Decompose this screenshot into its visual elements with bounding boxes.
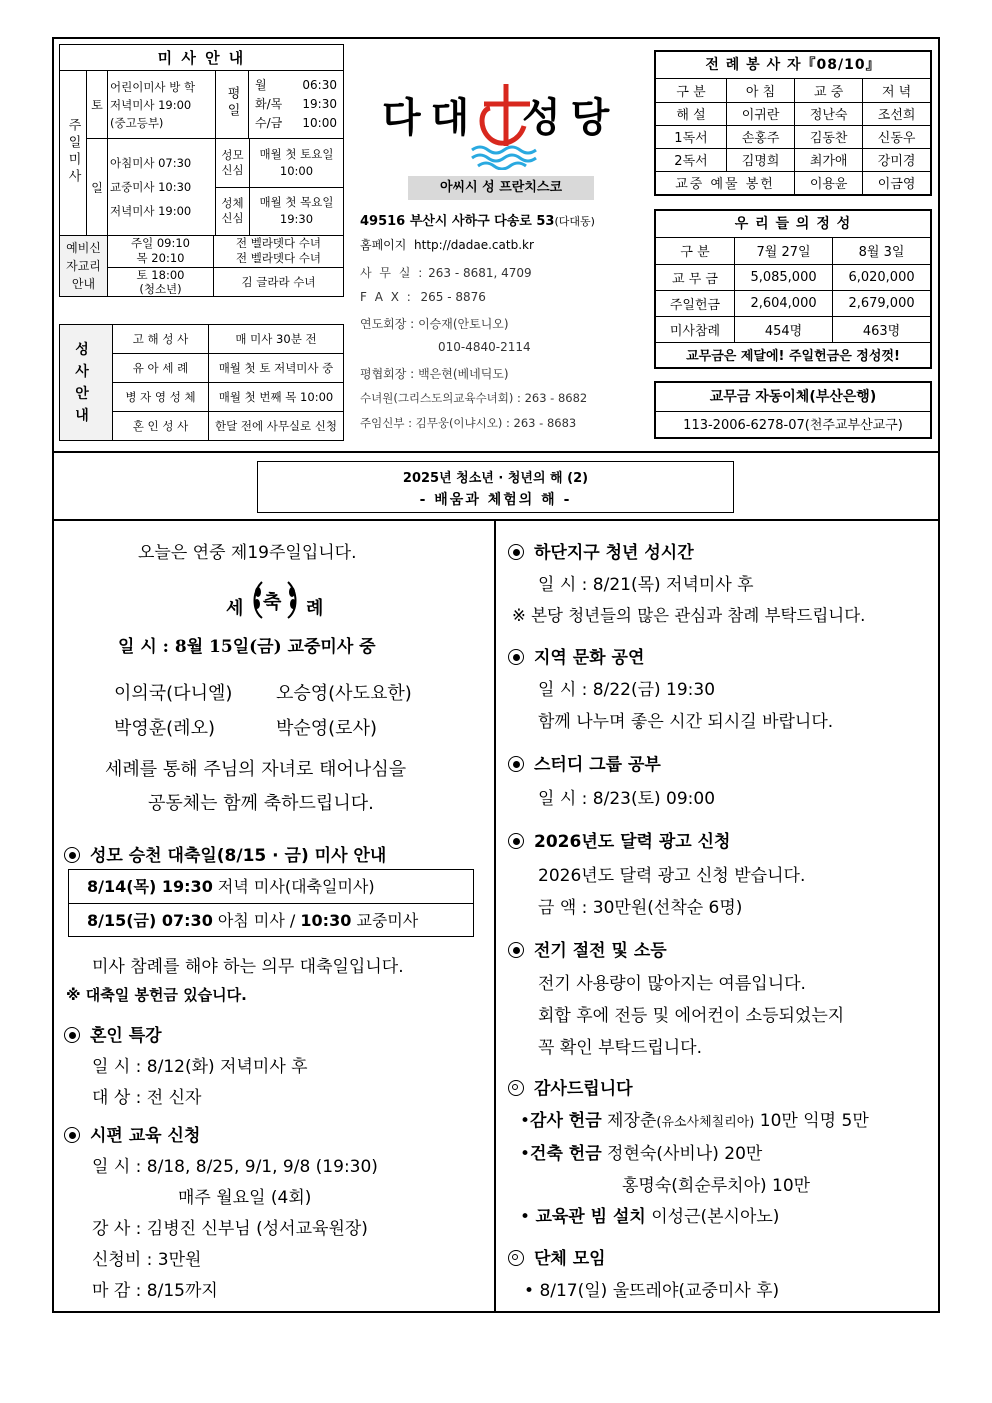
donations-title: 우 리 들 의 정 성 — [656, 211, 930, 238]
calendar-title: 2026년도 달력 광고 신청 — [508, 827, 730, 852]
eucharist-label: 성체신심 — [216, 187, 250, 235]
donations-box — [654, 209, 932, 369]
liturgy-cell: 정난숙 — [795, 102, 863, 125]
liturgy-cell: 김명희 — [727, 148, 795, 171]
dot-icon: • — [520, 1111, 531, 1131]
liturgy-cell: 강미경 — [863, 148, 930, 171]
sacrament-value: 한달 전에 사무실로 신청 — [209, 412, 344, 441]
saturday-mass: 어린이미사 방 학 저녁미사 19:00 (중고등부) — [108, 71, 216, 139]
theme-line2: - 배움과 체험의 해 - — [419, 492, 572, 508]
power-line3: 꼭 확인 부탁드립니다. — [538, 1038, 703, 1058]
group-title: 단체 모임 — [508, 1244, 606, 1269]
donations-cell: 6,020,000 — [833, 264, 930, 290]
bullet-icon — [508, 942, 524, 958]
liturgy-cell: 조선희 — [863, 102, 930, 125]
donations-header: 8월 3일 — [833, 238, 930, 264]
sacrament-name: 고 해 성 사 — [113, 325, 209, 354]
culture-note: 함께 나누며 좋은 시간 되시길 바랍니다. — [538, 712, 834, 732]
eucharist-value: 매월 첫 목요일 19:30 — [259, 195, 334, 227]
liturgy-cell: 1독서 — [656, 125, 727, 148]
dot-icon: • — [520, 1207, 531, 1227]
church-name-part1: 다 대 — [382, 95, 468, 141]
divider-col — [494, 520, 496, 1313]
weekday-label: 평일 — [216, 71, 249, 139]
thanks-item-1: •감사 헌금 제장춘(유소사체칠리아) 10만 익명 5만 — [520, 1111, 869, 1131]
calendar-price: 금 액 : 30만원(선착순 6명) — [538, 898, 743, 918]
autopay-account: 113-2006-6278-07(천주교부산교구) — [683, 418, 903, 433]
catechumen-times-2: 토 18:00 (청소년) — [108, 267, 214, 296]
thanks-item-2: •건축 헌금 정현숙(사비나) 20만 — [520, 1144, 763, 1164]
donations-cell: 2,604,000 — [735, 290, 833, 316]
psalm-fee: 신청비 : 3만원 — [92, 1250, 202, 1270]
bullet-icon — [508, 649, 524, 665]
autopay-box — [654, 381, 932, 439]
offering-label: 교중 예물 봉헌 — [656, 171, 795, 194]
chair1-phone: 010-4840-2114 — [438, 340, 531, 354]
liturgy-cell: 해 설 — [656, 102, 727, 125]
dot-icon: • — [524, 1281, 535, 1301]
liturgy-title: 전 례 봉 사 자『08/10』 — [656, 52, 930, 79]
donations-cell: 미사참례 — [656, 316, 735, 342]
assumption-row1: 8/14(목) 19:30 저녁 미사(대축일미사) — [69, 870, 473, 904]
offering-name: 이용윤 — [795, 171, 863, 194]
saturday-label: 토 — [87, 71, 108, 139]
sunday-label: 일 — [87, 139, 108, 236]
autopay-title: 교무금 자동이체(부산은행) — [656, 383, 930, 412]
assumption-row2: 8/15(금) 07:30 아침 미사 / 10:30 교중미사 — [87, 911, 419, 930]
blessing-line1: 세례를 통해 주님의 자녀로 태어나심을 — [105, 759, 407, 780]
sacrament-value: 매월 첫 토 저녁미사 중 — [209, 354, 344, 383]
catechumen-cell — [108, 236, 344, 297]
bullet-icon — [508, 756, 524, 772]
liturgy-header: 구 분 — [656, 79, 727, 102]
donations-table — [656, 238, 930, 366]
marriage-target: 대 상 : 전 신자 — [92, 1088, 202, 1108]
liturgy-cell: 2독서 — [656, 148, 727, 171]
donations-cell: 463명 — [833, 316, 930, 342]
offering-note: ※ 대축일 봉헌금 있습니다. — [66, 986, 247, 1004]
divider-top — [52, 451, 940, 453]
mass-title: 미 사 안 내 — [60, 45, 344, 71]
sacrament-name: 병 자 영 성 체 — [113, 383, 209, 412]
liturgy-header: 아 침 — [727, 79, 795, 102]
sacrament-value: 매 미사 30분 전 — [209, 325, 344, 354]
baptism-name: 박영훈(레오) — [114, 718, 215, 739]
donations-cell: 교 무 금 — [656, 264, 735, 290]
catechumen-teacher-2: 김 글라라 수녀 — [241, 274, 316, 289]
devotion-cell — [216, 139, 344, 236]
power-title: 전기 절전 및 소등 — [508, 936, 667, 961]
ring-bullet-icon — [508, 1080, 524, 1096]
psalm-weekly: 매주 월요일 (4회) — [178, 1188, 312, 1208]
dot-icon: • — [520, 1144, 531, 1164]
bullet-icon — [64, 1027, 80, 1043]
liturgy-cell: 최가애 — [795, 148, 863, 171]
baptism-name: 박순영(로사) — [276, 718, 377, 739]
group-item: • 8/17(일) 울뜨레야(교중미사 후) — [524, 1281, 780, 1301]
offering-name: 이금영 — [877, 177, 916, 193]
sacraments-label: 성사안내 — [60, 325, 113, 441]
marriage-title: 혼인 특강 — [64, 1021, 162, 1046]
baptism-date: 일 시 : 8월 15일(금) 교중미사 중 — [118, 637, 376, 657]
marriage-date: 일 시 : 8/12(화) 저녁미사 후 — [92, 1057, 308, 1077]
study-date: 일 시 : 8/23(토) 09:00 — [538, 789, 716, 809]
catechumen-teacher-1: 전 벨라뎃다 수녀 전 벨라뎃다 수녀 — [214, 236, 344, 267]
psalm-teacher: 강 사 : 김병진 신부님 (성서교육원장) — [92, 1219, 368, 1239]
donations-cell: 5,085,000 — [735, 264, 833, 290]
assumption-title: 성모 승천 대축일(8/15 · 금) 미사 안내 — [64, 841, 386, 866]
weekday-mass: 월 06:30 화/목 19:30 수/금 10:00 — [249, 71, 344, 139]
culture-date: 일 시 : 8/22(금) 19:30 — [538, 680, 716, 700]
church-homepage: 홈페이지 http://dadae.catb.kr — [360, 238, 534, 252]
donations-cell: 454명 — [735, 316, 833, 342]
baptism-post: 례 — [306, 598, 324, 619]
study-title: 스터디 그룹 공부 — [508, 750, 661, 775]
thanks-title: 감사드립니다 — [508, 1074, 633, 1099]
youth-title: 하단지구 청년 성시간 — [508, 538, 694, 563]
liturgy-table — [656, 79, 930, 194]
obligation-note: 미사 참례를 해야 하는 의무 대축일입니다. — [92, 957, 404, 977]
catechumen-times-1: 주일 09:10 목 20:10 — [108, 236, 214, 267]
psalm-date: 일 시 : 8/18, 8/25, 9/1, 9/8 (19:30) — [92, 1157, 378, 1177]
baptism-pre: 세 — [226, 598, 244, 619]
intro: 오늘은 연중 제19주일입니다. — [138, 543, 357, 563]
thanks-item-3: • 교육관 빔 설치 이성근(본시아노) — [520, 1207, 780, 1227]
liturgy-cell: 손홍주 — [727, 125, 795, 148]
power-line1: 전기 사용량이 많아지는 여름입니다. — [538, 974, 806, 994]
cross-wave-icon — [470, 80, 540, 170]
baptism-name: 오승영(사도요한) — [276, 683, 412, 704]
church-address: 49516 부산시 사하구 다송로 53(다대동) — [360, 214, 595, 229]
donations-cell: 주일헌금 — [656, 290, 735, 316]
blessing-line2: 공동체는 함께 축하드립니다. — [148, 793, 374, 814]
bullet-icon — [508, 544, 524, 560]
office-phone: 사 무 실 : 263 - 8681, 4709 — [360, 266, 532, 280]
church-name-part2: 성 당 — [522, 95, 608, 141]
culture-title: 지역 문화 공연 — [508, 643, 644, 668]
baptism-heading — [220, 574, 330, 624]
pastor: 주임신부 : 김무웅(이냐시오) : 263 - 8683 — [360, 416, 577, 430]
liturgy-cell: 김동찬 — [795, 125, 863, 148]
church-logo — [380, 80, 630, 170]
donations-header: 7월 27일 — [735, 238, 833, 264]
liturgy-cell: 신동우 — [863, 125, 930, 148]
sacrament-name: 유 아 세 례 — [113, 354, 209, 383]
marian-value: 매월 첫 토요일 10:00 — [250, 139, 344, 187]
sunday-mass-label: 주일미사 — [60, 71, 87, 236]
mass-table — [59, 44, 344, 297]
theme-banner — [257, 461, 734, 513]
liturgy-header: 교 중 — [795, 79, 863, 102]
youth-date: 일 시 : 8/21(목) 저녁미사 후 — [538, 575, 754, 595]
baptism-name: 이의국(다니엘) — [114, 683, 233, 704]
donations-note: 교무금은 제달에! 주일헌금은 정성껏! — [686, 348, 900, 364]
power-line2: 회합 후에 전등 및 에어컨이 소등되었는지 — [538, 1006, 845, 1026]
calendar-note: 2026년도 달력 광고 신청 받습니다. — [538, 866, 806, 886]
chair1: 연도회장 : 이승재(안토니오) — [360, 317, 509, 331]
patron-box: 아씨시 성 프란치스코 — [408, 176, 594, 200]
bullet-icon — [508, 833, 524, 849]
bullet-icon — [64, 847, 80, 863]
sacraments-table — [59, 324, 344, 441]
sunday-mass: 아침미사 07:30 교중미사 10:30 저녁미사 19:00 — [108, 139, 216, 236]
chair2: 평협회장 : 백은현(베네딕도) — [360, 367, 509, 381]
convent: 수녀원(그리스도의교육수녀회) : 263 - 8682 — [360, 391, 588, 405]
liturgy-box — [654, 50, 932, 196]
liturgy-cell: 이귀란 — [727, 102, 795, 125]
theme-line1: 2025년 청소년 · 청년의 해 (2) — [402, 471, 589, 486]
bullet-icon — [64, 1127, 80, 1143]
catechumen-label: 예비신자교리안내 — [60, 236, 108, 297]
sacrament-name: 혼 인 성 사 — [113, 412, 209, 441]
psalm-deadline: 마 감 : 8/15까지 — [92, 1281, 218, 1301]
donations-cell: 2,679,000 — [833, 290, 930, 316]
sacrament-value: 매월 첫 번째 목 10:00 — [209, 383, 344, 412]
youth-note: ※ 본당 청년들의 많은 관심과 참례 부탁드립니다. — [512, 606, 866, 625]
liturgy-header: 저 녁 — [863, 79, 930, 102]
marian-label: 성모신심 — [216, 139, 250, 187]
donations-header: 구 분 — [656, 238, 735, 264]
ring-bullet-icon — [508, 1250, 524, 1266]
psalm-title: 시편 교육 신청 — [64, 1121, 200, 1146]
divider-mid — [52, 519, 940, 521]
thanks-item-2-cont: 홍명숙(희순루치아) 10만 — [622, 1176, 811, 1196]
fax: F A X : 265 - 8876 — [360, 290, 486, 304]
assumption-box — [68, 869, 474, 937]
baptism-mid: 축 — [263, 591, 282, 613]
